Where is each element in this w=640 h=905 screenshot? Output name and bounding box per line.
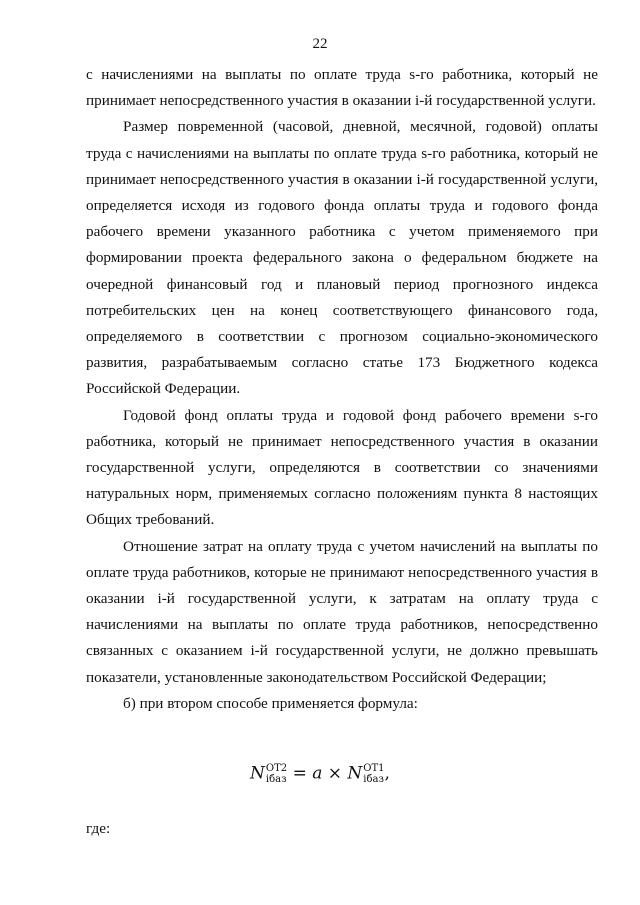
paragraph-annual-fund: Годовой фонд оплаты труда и годовой фонд рабочего времени s-го работника, который не принимает непосредственного участия в оказании государственной услуги, определяются в соответствии со значениями натуральных норм, применяемых согласно положениям пункта 8 настоящих Общих требований.	[86, 406, 598, 529]
formula-lhs-sub: iбаз	[265, 774, 287, 785]
formula-lhs-scripts	[266, 763, 287, 785]
body-text	[86, 62, 598, 717]
formula-lhs-sup: ОТ2	[265, 763, 288, 774]
formula-trailing: ,	[384, 763, 390, 784]
formula-rhs-sup: ОТ1	[363, 763, 385, 774]
paragraph-continuation: с начислениями на выплаты по оплате труда s-го работника, который не принимает непосредственного участия в оказании i-й государственной услуги.	[86, 66, 598, 110]
formula	[0, 763, 640, 785]
formula-rhs-symbol: N	[347, 763, 363, 784]
paragraph-hourly-rate: Размер повременной (часовой, дневной, месячной, годовой) оплаты труда с начислениями на выплаты по оплате труда s-го работника, который не принимает непосредственного участия в оказании i-й государственной услуги, определяется исходя из годового фонда оплаты труда и годового фонда рабочего времени указанного работника с учетом применяемого при формировании проекта федерального закона о федеральном бюджете на очередной финансовый год и плановый период прогнозного индекса потребительских цен на конец соответствующего финансового года, определяемого в соответствии с прогнозом социально-экономического развития, разрабатываемым согласно статье 173 Бюджетного кодекса Российской Федерации.	[86, 118, 598, 398]
formula-times: ×	[327, 763, 343, 784]
formula-rhs-sub: iбаз	[363, 774, 384, 785]
paragraph-second-method: б) при втором способе применяется формула:	[123, 694, 418, 712]
paragraph-cost-ratio: Отношение затрат на оплату труда с учетом начислений на выплаты по оплате труда работников, которые не принимают непосредственного участия в оказании i-й государственной услуги, к затратам на оплату труда с начислениями на выплаты по оплате труда работников, непосредственно связанных с оказанием i-й государственной услуги, не должно превышать показатели, установленные законодательством Российской Федерации;	[86, 537, 598, 686]
formula-lhs-symbol: N	[250, 763, 265, 784]
formula-coef: a	[312, 763, 323, 784]
formula-rhs-scripts	[363, 763, 384, 785]
page-number: 22	[312, 36, 328, 52]
formula-equals: =	[292, 763, 307, 784]
where-label: где:	[86, 820, 111, 837]
